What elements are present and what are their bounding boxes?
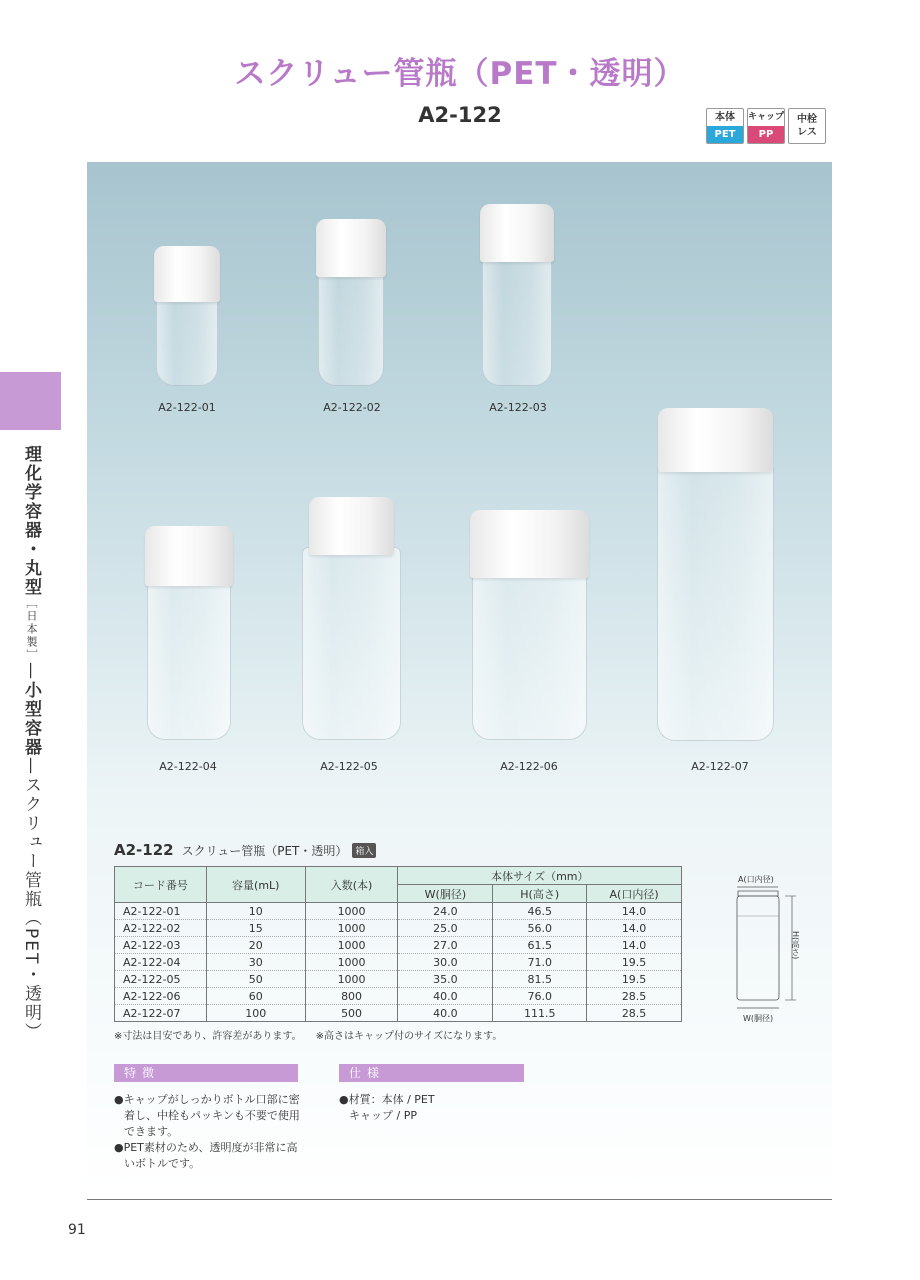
table-row: [115, 971, 682, 988]
cell-a: 14.0: [587, 937, 682, 954]
feature-2-line1: ●PET素材のため、透明度が非常に高: [114, 1141, 298, 1154]
table-row: [115, 903, 682, 920]
bottle-outline-diagram: [730, 873, 820, 1023]
note-height: ※高さはキャップ付のサイズになります。: [315, 1031, 503, 1042]
cell-qty: 1000: [305, 903, 398, 920]
cell-capacity: 10: [206, 903, 305, 920]
cell-code: A2-122-05: [115, 971, 207, 988]
cell-code: A2-122-04: [115, 954, 207, 971]
side-origin: ［日本製］: [25, 597, 38, 662]
photo-label-07: A2-122-07: [691, 760, 749, 773]
header-qty: 入数(本): [305, 867, 398, 903]
inner-plug-badge: [788, 108, 826, 144]
table-row: [115, 920, 682, 937]
feature-1-line1: ●キャップがしっかりボトル口部に密: [114, 1093, 300, 1106]
cell-w: 24.0: [398, 903, 493, 920]
feature-1-line3: できます。: [124, 1125, 179, 1138]
diagram-w-label: W(胴径): [743, 1014, 774, 1023]
inner-badge-line1: 中栓: [797, 114, 817, 125]
dimension-diagram: [730, 873, 820, 1023]
cell-a: 28.5: [587, 988, 682, 1005]
cell-h: 46.5: [493, 903, 587, 920]
cell-code: A2-122-07: [115, 1005, 207, 1022]
specs-list: [339, 1092, 539, 1124]
page-title: スクリュー管瓶（PET・透明）: [234, 56, 686, 92]
spec-material-body: ●材質：本体 / PET: [339, 1093, 435, 1106]
table-notes: [114, 1027, 516, 1042]
features-heading: 特徴: [114, 1064, 298, 1082]
side-dash-1: —: [21, 662, 41, 681]
side-category: 理化学容器・丸型: [21, 445, 41, 597]
table-row: [115, 988, 682, 1005]
spec-heading: [114, 841, 376, 859]
cap-material-badge: [747, 108, 785, 144]
cell-capacity: 100: [206, 1005, 305, 1022]
cell-w: 30.0: [398, 954, 493, 971]
cell-h: 61.5: [493, 937, 587, 954]
photo-label-05: A2-122-05: [320, 760, 378, 773]
cell-capacity: 20: [206, 937, 305, 954]
cell-a: 28.5: [587, 1005, 682, 1022]
bottle-image-03: [480, 204, 554, 386]
page-number: 91: [68, 1222, 86, 1238]
bottle-image-04: [145, 526, 233, 740]
body-badge-label: 本体: [715, 112, 735, 123]
cell-h: 71.0: [493, 954, 587, 971]
header-code: コード番号: [115, 867, 207, 903]
table-row: [115, 954, 682, 971]
model-number: A2-122: [418, 103, 502, 127]
cell-w: 25.0: [398, 920, 493, 937]
bottle-image-07: [655, 408, 776, 741]
body-badge-material: PET: [707, 126, 743, 143]
bottle-image-01: [154, 246, 220, 386]
cell-capacity: 60: [206, 988, 305, 1005]
bottle-image-05: [300, 497, 403, 740]
photo-label-06: A2-122-06: [500, 760, 558, 773]
photo-label-01: A2-122-01: [158, 401, 216, 414]
table-row: [115, 1005, 682, 1022]
cell-a: 14.0: [587, 903, 682, 920]
cell-w: 40.0: [398, 988, 493, 1005]
body-material-badge: [706, 108, 744, 144]
cell-capacity: 30: [206, 954, 305, 971]
side-dash-2: —: [21, 757, 41, 776]
cell-h: 111.5: [493, 1005, 587, 1022]
cell-qty: 800: [305, 988, 398, 1005]
header-w: W(胴径): [398, 885, 493, 903]
header-capacity: 容量(mL): [206, 867, 305, 903]
cell-qty: 1000: [305, 971, 398, 988]
photo-label-02: A2-122-02: [323, 401, 381, 414]
footer-divider: [87, 1199, 832, 1200]
header-size-group: 本体サイズ（mm）: [398, 867, 682, 885]
cell-code: A2-122-01: [115, 903, 207, 920]
spec-material-cap: キャップ / PP: [349, 1109, 417, 1122]
cell-code: A2-122-02: [115, 920, 207, 937]
cell-qty: 1000: [305, 954, 398, 971]
side-subcategory: 小型容器: [21, 681, 41, 757]
spec-table: [114, 866, 682, 1022]
cell-qty: 500: [305, 1005, 398, 1022]
bottle-image-02: [316, 219, 386, 386]
cell-code: A2-122-06: [115, 988, 207, 1005]
cell-h: 81.5: [493, 971, 587, 988]
feature-2-line2: いボトルです。: [124, 1157, 201, 1170]
table-row: [115, 937, 682, 954]
material-badges: [706, 108, 826, 144]
cell-a: 19.5: [587, 954, 682, 971]
section-index-tab: [0, 372, 61, 430]
inner-badge-line2: レス: [797, 127, 817, 138]
cell-qty: 1000: [305, 920, 398, 937]
cell-a: 14.0: [587, 920, 682, 937]
cell-w: 27.0: [398, 937, 493, 954]
photo-label-04: A2-122-04: [159, 760, 217, 773]
cell-capacity: 15: [206, 920, 305, 937]
cell-code: A2-122-03: [115, 937, 207, 954]
specs-heading: 仕様: [339, 1064, 524, 1082]
cell-qty: 1000: [305, 937, 398, 954]
spec-name: スクリュー管瓶（PET・透明）: [181, 844, 348, 858]
photo-label-03: A2-122-03: [489, 401, 547, 414]
cap-badge-label: キャップ: [748, 112, 785, 122]
cell-h: 56.0: [493, 920, 587, 937]
header-h: H(高さ): [493, 885, 587, 903]
box-tag: 箱入: [352, 843, 376, 858]
cell-w: 40.0: [398, 1005, 493, 1022]
features-list: [114, 1092, 314, 1172]
cap-badge-material: PP: [748, 126, 784, 143]
cell-h: 76.0: [493, 988, 587, 1005]
side-product: スクリュー管瓶（PET・透明）: [21, 776, 41, 1042]
side-category-text: [16, 445, 46, 1041]
spec-code: A2-122: [114, 841, 174, 859]
feature-1-line2: 着し、中栓もパッキンも不要で使用: [124, 1109, 300, 1122]
diagram-a-label: A(口内径): [738, 875, 774, 884]
diagram-h-label: H(高さ): [791, 931, 800, 960]
bottle-image-06: [470, 510, 589, 740]
cell-w: 35.0: [398, 971, 493, 988]
note-tolerance: ※寸法は目安であり、許容差があります。: [114, 1031, 302, 1042]
cell-capacity: 50: [206, 971, 305, 988]
cell-a: 19.5: [587, 971, 682, 988]
header-a: A(口内径): [587, 885, 682, 903]
